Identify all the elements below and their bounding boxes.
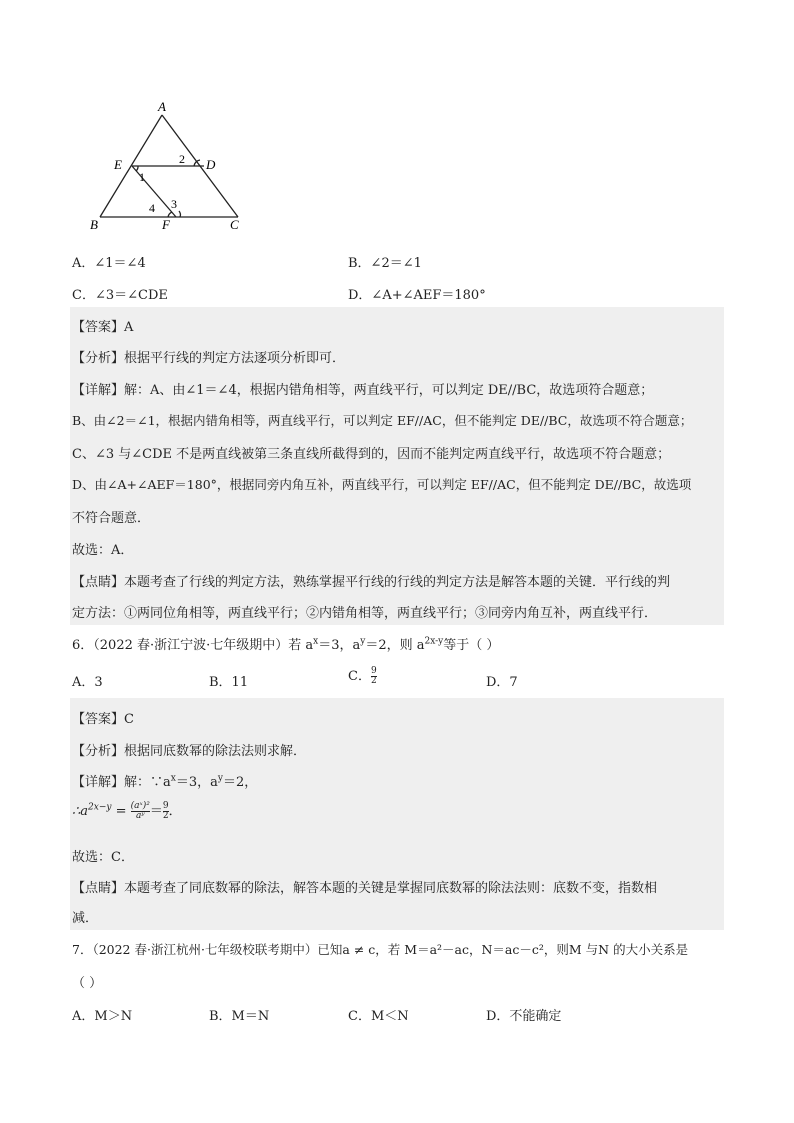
q5-detail-line-5: 不符合题意． <box>72 511 151 526</box>
fraction-nine-halves: $\frac{9}{2}$ <box>370 666 377 686</box>
q5-option-b: B．∠2＝∠1 <box>348 256 422 271</box>
angle-label-1: 1 <box>139 170 145 184</box>
label-b: B <box>90 217 98 232</box>
angle-label-3: 3 <box>171 197 177 211</box>
angle1-arc <box>136 166 138 171</box>
q6-detail-equation: $\therefore a^{2x-y} = \frac{\text{(aˣ)²}}{\text{aʸ}}$ $=\frac{9}{2}$ ． <box>72 801 182 821</box>
fraction-result: $\frac{9}{2}$ <box>162 801 169 821</box>
q7-option-d: D．不能确定 <box>486 1009 562 1024</box>
q6-option-d: D．7 <box>486 675 518 690</box>
q5-choice: 故选：A． <box>72 543 134 558</box>
q5-detail-line-2: B、由∠2＝∠1，根据内错角相等，两直线平行，可以判定 EF//AC，但不能判定 DE//BC，故选项不符合题意； <box>72 413 693 428</box>
q5-comment-line-2: 定方法：①两同位角相等，两直线平行；②内错角相等，两直线平行；③同旁内角互补，两直线平行． <box>72 606 658 621</box>
q6-analysis: 【分析】根据同底数幂的除法法则求解． <box>72 744 307 759</box>
angle-label-2: 2 <box>179 152 185 166</box>
q7-stem-line-1: 7．（2022 春·浙江杭州·七年级校联考期中）已知a ≠ c，若 M＝a²－ac，N＝ac－c²，则M 与N 的大小关系是 <box>72 942 689 957</box>
q6-option-c: C．$\frac{9}{2}$ <box>348 666 377 686</box>
angle3-arc <box>179 211 180 217</box>
angle-label-4: 4 <box>149 201 155 215</box>
q6-comment-line-1: 【点睛】本题考查了同底数幂的除法，解答本题的关键是掌握同底数幂的除法法则：底数不变，指数相 <box>72 881 658 896</box>
q6-answer: 【答案】C <box>72 712 134 727</box>
q7-option-a: A．M＞N <box>72 1009 133 1024</box>
q5-option-c: C．∠3＝∠CDE <box>72 288 168 303</box>
label-d: D <box>206 157 216 172</box>
q7-stem-line-2: （ ） <box>72 976 103 991</box>
fraction-power: $\frac{\text{(aˣ)²}}{\text{aʸ}}$ <box>130 801 150 821</box>
q6-option-b: B．11 <box>209 675 249 690</box>
triangle-figure <box>80 95 260 235</box>
q6-comment-line-2: 减． <box>72 911 99 926</box>
q5-detail-line-1: 【详解】解：A、由∠1＝∠4，根据内错角相等，两直线平行，可以判定 DE//BC，故选项符合题意； <box>72 383 654 398</box>
q7-option-c: C．M＜N <box>348 1009 409 1024</box>
q5-option-a: A．∠1＝∠4 <box>72 256 146 271</box>
q6-stem: 6．（2022 春·浙江宁波·七年级期中）若 $a^x=3$，$a^y=2$，则 $a^{2x-y}$等于（ ） <box>72 636 500 653</box>
q5-detail-line-3: C、∠3 与∠CDE 不是两直线被第三条直线所截得到的，因而不能判定两直线平行，故选项不符合题意； <box>72 447 671 462</box>
q5-detail-line-4: D、由∠A+∠AEF＝180°，根据同旁内角互补，两直线平行，可以判定 EF//AC，但不能判定 DE//BC，故选项 <box>72 477 692 492</box>
q5-answer: 【答案】A <box>72 320 134 335</box>
q6-choice: 故选：C． <box>72 850 134 865</box>
q7-option-b: B．M＝N <box>209 1009 270 1024</box>
q6-detail-line-1: 【详解】解：$\because a^x=3$，$a^y=2$， <box>72 773 258 790</box>
label-c: C <box>230 217 239 232</box>
label-a: A <box>158 99 166 114</box>
label-f: F <box>162 217 170 232</box>
q5-comment-line-1: 【点睛】本题考查了行线的判定方法，熟练掌握平行线的行线的判定方法是解答本题的关键．平行线的判 <box>72 575 671 590</box>
q5-analysis: 【分析】根据平行线的判定方法逐项分析即可． <box>72 351 346 366</box>
q6-option-a: A．3 <box>72 675 103 690</box>
q5-option-d: D．∠A+∠AEF＝180° <box>348 288 486 303</box>
label-e: E <box>114 157 122 172</box>
